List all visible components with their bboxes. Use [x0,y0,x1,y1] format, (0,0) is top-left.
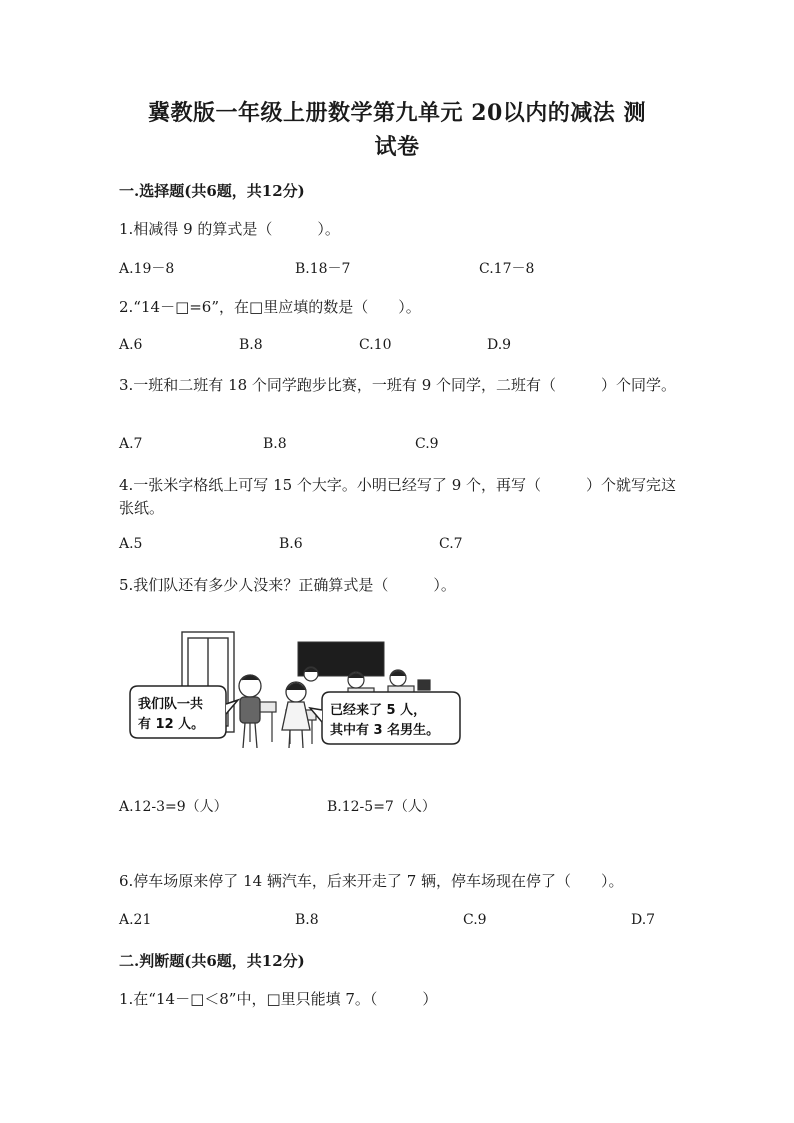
bubble-right-line-2: 其中有 3 名男生。 [330,723,440,738]
question-1: 1.相减得 9 的算式是（ ）。 [119,220,340,238]
option-c: C.10 [359,337,392,353]
girl-figure [282,682,310,748]
question-4-options [119,536,679,558]
option-b: B.8 [295,912,319,928]
question-6-options [119,912,679,934]
question-5: 5.我们队还有多少人没来？正确算式是（ ）。 [119,576,456,594]
bubble-right-line-1: 已经来了 5 人， [330,703,427,718]
classroom-illustration [126,630,466,752]
section-choice-heading: 一.选择题(共6题，共12分) [119,182,305,200]
judge-question-1: 1.在“14－□＜8”中，□里只能填 7。（ ） [119,990,438,1008]
option-d: D.7 [631,912,656,928]
option-a: A.7 [119,436,143,452]
question-4: 4.一张米字格纸上可写 15 个大字。小明已经写了 9 个，再写（ ）个就写完这张纸。 [119,476,677,517]
option-c: C.7 [439,536,463,552]
bubble-left-line-2: 有 12 人。 [138,717,205,732]
bubble-left-line-1: 我们队一共 [138,697,204,712]
title-line-1: 冀教版一年级上册数学第九单元 20以内的减法 测 [148,100,646,126]
question-3-options [119,436,679,458]
option-c: C.9 [415,436,439,452]
option-b: B.6 [279,536,303,552]
title-line-2: 试卷 [374,134,420,160]
question-2-options [119,337,679,359]
option-b: B.8 [239,337,263,353]
option-a: A.19－8 [119,261,175,277]
exam-title [110,96,684,164]
option-b: B.18－7 [295,261,351,277]
speech-bubble-right [310,692,460,744]
option-d: D.9 [487,337,512,353]
option-a: A.6 [119,337,143,353]
question-6: 6.停车场原来停了 14 辆汽车，后来开走了 7 辆，停车场现在停了（ ）。 [119,872,624,890]
question-3: 3.一班和二班有 18 个同学跑步比赛，一班有 9 个同学，二班有（ ）个同学。 [119,376,677,394]
option-b: B.12-5=7（人） [327,799,436,815]
option-c: C.9 [463,912,487,928]
option-a: A.21 [119,912,152,928]
option-b: B.8 [263,436,287,452]
speech-bubble-left [130,686,238,738]
question-5-options [119,796,679,818]
section-judge-heading: 二.判断题(共6题，共12分) [119,952,305,970]
question-2: 2.“14－□=6”，在□里应填的数是（ ）。 [119,298,421,316]
option-a: A.5 [119,536,143,552]
option-c: C.17－8 [479,261,535,277]
option-a: A.12-3=9（人） [119,799,228,815]
question-1-options [119,258,679,280]
